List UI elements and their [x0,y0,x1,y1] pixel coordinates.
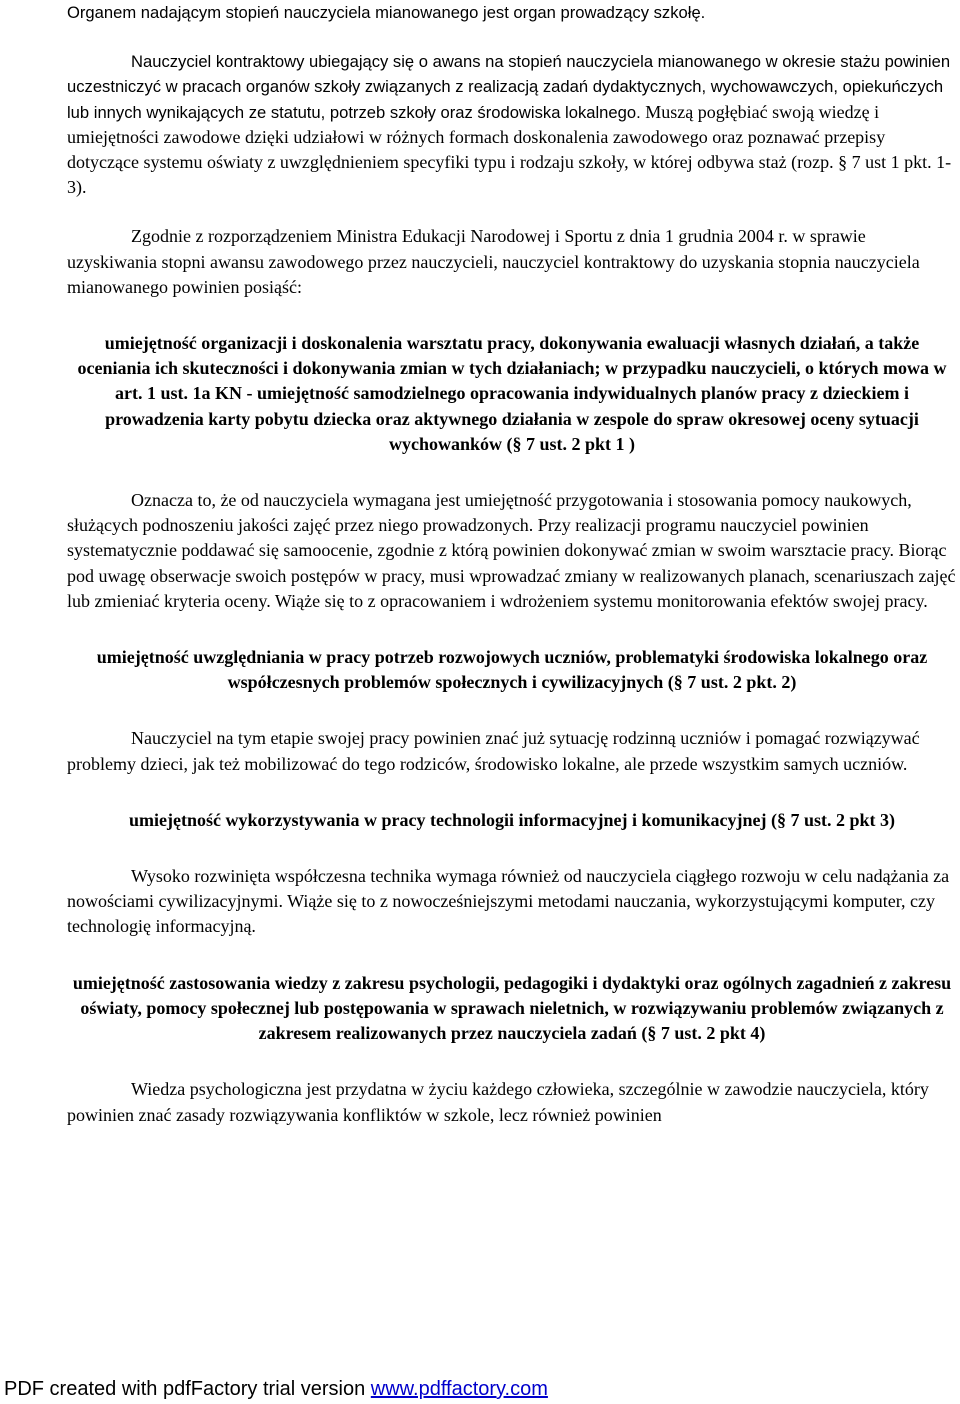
heading-skill-3: umiejętność wykorzystywania w pracy technologii informacyjnej i komunikacyjnej (§ 7 ust. 2 pkt 3) [129,809,895,830]
heading-skill-4: umiejętność zastosowania wiedzy z zakresu psychologii, pedagogiki i dydaktyki oraz ogólnych zagadnień z zakresu oświaty, pomocy społecznej lub postępowania w sprawach nieletnich, w rozwiązywaniu problemów związanych z zakresem realizowanych przez nauczyciela zadań (§ 7 ust. 2 pkt 4) [72,972,952,1044]
spacer [67,25,957,49]
paragraph-skill-3: Wysoko rozwinięta współczesna technika wymaga również od nauczyciela ciągłego rozwoju w celu nadążania za nowościami cywilizacyjnymi. Wiąże się to z nowocześniejszymi metodami nauczania, wykorzystującymi komputer, czy technologię informacyjną. [67,866,950,937]
paragraph-contract-teacher-part2: Muszą pogłębiać swoją wiedzę i umiejętności zawodowe dzięki udziałowi w różnych formach doskonalenia zawodowego oraz poznawać przepisy dotyczące systemu oświaty z uwzględnieniem specyfiki typu i rodzaju szkoły, w której odbywa staż (rozp. § 7 ust 1 pkt. 1-3). [67,101,952,198]
spacer [67,200,957,224]
footer-link[interactable]: www.pdffactory.com [370,1378,548,1400]
heading-skill-2: umiejętność uwzględniania w pracy potrzeb rozwojowych uczniów, problematyki środowiska lokalnego oraz współczesnych problemów społecznych i cywilizacyjnych (§ 7 ust. 2 pkt. 2) [96,647,928,693]
paragraph-skill-1: Oznacza to, że od nauczyciela wymagana jest umiejętność przygotowania i stosowania pomocy naukowych, służących podnoszeniu jakości zajęć przez niego prowadzonych. Przy realizacji programu nauczyciel powinien systematycznie poddawać się samoocenie, zgodnie z którą powinien dokonywać zmian w swoim warsztacie pracy. Biorąc pod uwagę obserwacje swoich postępów w pracy, musi wprowadzać zmiany w realizowanych planach, scenariuszach zajęć lub zmieniać kryteria oceny. Wiąże się to z opracowaniem i wdrożeniem systemu monitorowania efektów swojej pracy. [67,490,956,611]
paragraph-contract-teacher-part1: Nauczyciel kontraktowy ubiegający się o awans na stopień nauczyciela mianowanego w okresie stażu powinien uczestniczyć w pracach organów szkoły związanych z realizacją zadań dydaktycznych, wychowawczych, opiekuńczych lub innych wynikających ze statutu, potrzeb szkoły oraz środowiska lokalnego. [67,52,951,122]
spacer [67,1046,957,1077]
intro-paragraph: Organem nadającym stopień nauczyciela mianowanego jest organ prowadzący szkołę. [67,3,706,22]
spacer [67,614,957,645]
spacer [67,300,957,331]
paragraph-regulation: Zgodnie z rozporządzeniem Ministra Edukacji Narodowej i Sportu z dnia 1 grudnia 2004 r. w sprawie uzyskiwania stopni awansu zawodowego przez nauczycieli, nauczyciel kontraktowy do uzyskania stopnia nauczyciela mianowanego powinien posiąść: [67,226,920,297]
paragraph-skill-4: Wiedza psychologiczna jest przydatna w życiu każdego człowieka, szczególnie w zawodzie nauczyciela, który powinien znać zasady rozwiązywania konfliktów w szkole, lecz również powinien [67,1079,929,1125]
document-page [67,0,957,1128]
spacer [67,457,957,488]
footer-text: PDF created with pdfFactory trial version [4,1378,371,1400]
spacer [67,833,957,864]
pdf-footer [4,1377,548,1401]
heading-skill-1: umiejętność organizacji i doskonalenia warsztatu pracy, dokonywania ewaluacji własnych działań, a także oceniania ich skuteczności i dokonywania zmian w tych działaniach; w przypadku nauczycieli, o których mowa w art. 1 ust. 1a KN - umiejętność samodzielnego opracowania indywidualnych planów pracy z dzieckiem i prowadzenia karty pobytu dziecka oraz aktywnego działania w zespole do spraw okresowej oceny sytuacji wychowanków (§ 7 ust. 2 pkt 1 ) [77,333,947,454]
spacer [67,777,957,808]
paragraph-contract-teacher [67,49,957,200]
spacer [67,695,957,726]
spacer [67,940,957,971]
paragraph-skill-2: Nauczyciel na tym etapie swojej pracy powinien znać już sytuację rodzinną uczniów i pomagać rozwiązywać problemy dzieci, jak też mobilizować do tego rodziców, środowisko lokalne, ale przede wszystkim samych uczniów. [67,728,920,774]
